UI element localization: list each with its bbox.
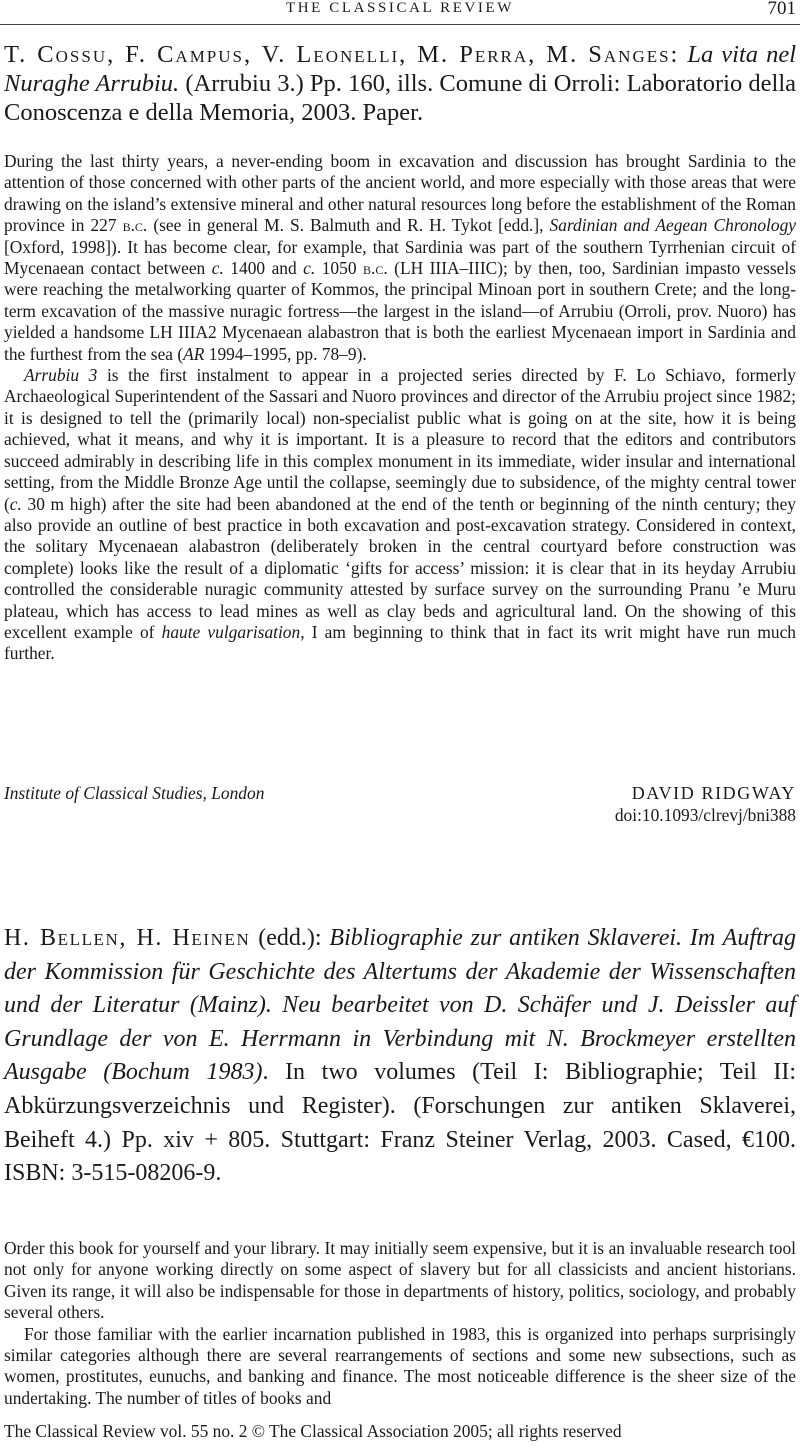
review2-paragraph-2: For those familiar with the earlier incarnation published in 1983, this is organized into perhaps surprisingly similar categories although there are several rearrangements of sections and some new subsections, such as women, prostitutes, eunuchs, and banking and finance. The most noticeable difference is the sheer size of the undertaking. The number of titles of books and: [4, 1323, 796, 1408]
running-head: [0, 0, 800, 26]
doi-link[interactable]: doi:10.1093/clrevj/bni388: [614, 805, 796, 825]
review1-title: La vita nel Nuraghe Arrubiu.: [4, 41, 797, 97]
page-number: 701: [767, 0, 796, 19]
reviewer-name: DAVID RIDGWAY: [631, 783, 796, 803]
review1-body: [4, 151, 796, 665]
copyright-footer: The Classical Review vol. 55 no. 2 © The Classical Association 2005; all rights reserved: [4, 1421, 622, 1441]
review1-authors: T. Cossu, F. Campus, V. Leonelli, M. Perra, M. Sanges:: [4, 41, 680, 68]
reviewer-institution: Institute of Classical Studies, London: [4, 783, 265, 803]
journal-title: THE CLASSICAL REVIEW: [285, 0, 515, 16]
review2-paragraph-1: Order this book for yourself and your library. It may initially seem expensive, but it is an invaluable research tool not only for anyone working directly on some aspect of slavery but for all classicists and ancient historians. Given its range, it will also be indispensable for those in departments of history, politics, sociology, and probably several others.: [4, 1238, 796, 1323]
header-rule: [0, 24, 800, 25]
review2-authors: H. Bellen, H. Heinen: [4, 925, 251, 951]
book-title: Sardinian and Aegean Chronology: [549, 215, 796, 236]
series-title: Arrubiu 3: [24, 365, 98, 386]
review2-body: [4, 1238, 796, 1409]
review1-paragraph-1: During the last thirty years, a never-ending boom in excavation and discussion has brought Sardinia to the attention of those concerned with other parts of the ancient world, and more especially with those areas that were drawing on the island’s extensive mineral and other natural resources long before the establishment of the Roman province in 227 b.c. (see in general M. S. Balmuth and R. H. Tykot [edd.], Sardinian and Aegean Chronology [Oxford, 1998]). It has become clear, for example, that Sardinia was part of the southern Tyrrhenian circuit of Mycenaean contact between c. 1400 and c. 1050 b.c. (LH IIIA–IIIC); by then, too, Sardinian impasto vessels were reaching the metalworking quarter of Kommos, the principal Minoan port in southern Crete; and the long-term excavation of the massive nuragic fortress—the largest in the island—of Arrubiu (Orroli, prov. Nuoro) has yielded a handsome LH IIIA2 Mycenaean alabastron that is both the earliest Mycenaean import in Sardinia and the furthest from the sea (AR 1994–1995, pp. 78–9).: [4, 151, 796, 364]
review1-details: (Arrubiu 3.) Pp. 160, ills. Comune di Orroli: Laboratorio della Conoscenza e della Memoria, 2003. Paper.: [4, 70, 797, 126]
review2-heading: H. Bellen, H. Heinen (edd.): Bibliographie zur antiken Sklaverei. Im Auftrag der Kommission für Geschichte des Altertums der Akademie der Wissenschaften und der Literatur (Mainz). Neu bearbeitet von D. Schäfer und J. Deissler auf Grundlage der von E. Herrmann in Verbindung mit N. Brockmeyer erstellten Ausgabe (Bochum 1983). In two volumes (Teil I: Bibliographie; Teil II: Abkürzungsverzeichnis und Register). (Forschungen zur antiken Sklaverei, Beiheft 4.) Pp. xiv + 805. Stuttgart: Franz Steiner Verlag, 2003. Cased, €100. ISBN: 3-515-08206-9.: [4, 925, 796, 1187]
review2-title: Bibliographie zur antiken Sklaverei. Im Auftrag der Kommission für Geschichte des Altertums der Akademie der Wissenschaften und der Literatur (Mainz). Neu bearbeitet von D. Schäfer und J. Deissler auf Grundlage der von E. Herrmann in Verbindung mit N. Brockmeyer erstellten Ausgabe (Bochum 1983): [4, 925, 796, 1086]
review1-paragraph-2: Arrubiu 3 is the first instalment to appear in a projected series directed by F. Lo Schiavo, formerly Archaeological Superintendent of the Sassari and Nuoro provinces and director of the Arrubiu project since 1982; it is designed to tell the (primarily local) non-specialist public what is going on at the site, how it is being achieved, what it means, and why it is important. It is a pleasure to record that the editors and contributors succeed admirably in describing life in this complex monument in its immediate, wider insular and international setting, from the Middle Bronze Age until the collapse, seemingly due to subsidence, of the mighty central tower (c. 30 m high) after the site had been abandoned at the end of the tenth or beginning of the ninth century; they also provide an outline of best practice in both excavation and post-excavation strategy. Considered in context, the solitary Mycenaean alabastron (deliberately broken in the central courtyard before construction was complete) looks like the result of a diplomatic ‘gifts for access’ mission: it is clear that in its heyday Arrubiu controlled the considerable nuragic community attested by surface survey on the surrounding Pranu ’e Muru plateau, which has access to lead mines as well as clay beds and agricultural land. On the showing of this excellent example of haute vulgarisation, I am beginning to think that in fact its writ might have run much further.: [4, 365, 796, 664]
review2-details: . In two volumes (Teil I: Bibliographie; Teil II: Abkürzungsverzeichnis und Register). (Forschungen zur antiken Sklaverei, Beiheft 4.) Pp. xiv + 805. Stuttgart: Franz Steiner Verlag, 2003. Cased, €100. ISBN: 3-515-08206-9.: [4, 1059, 796, 1187]
review1-heading: [4, 40, 796, 127]
